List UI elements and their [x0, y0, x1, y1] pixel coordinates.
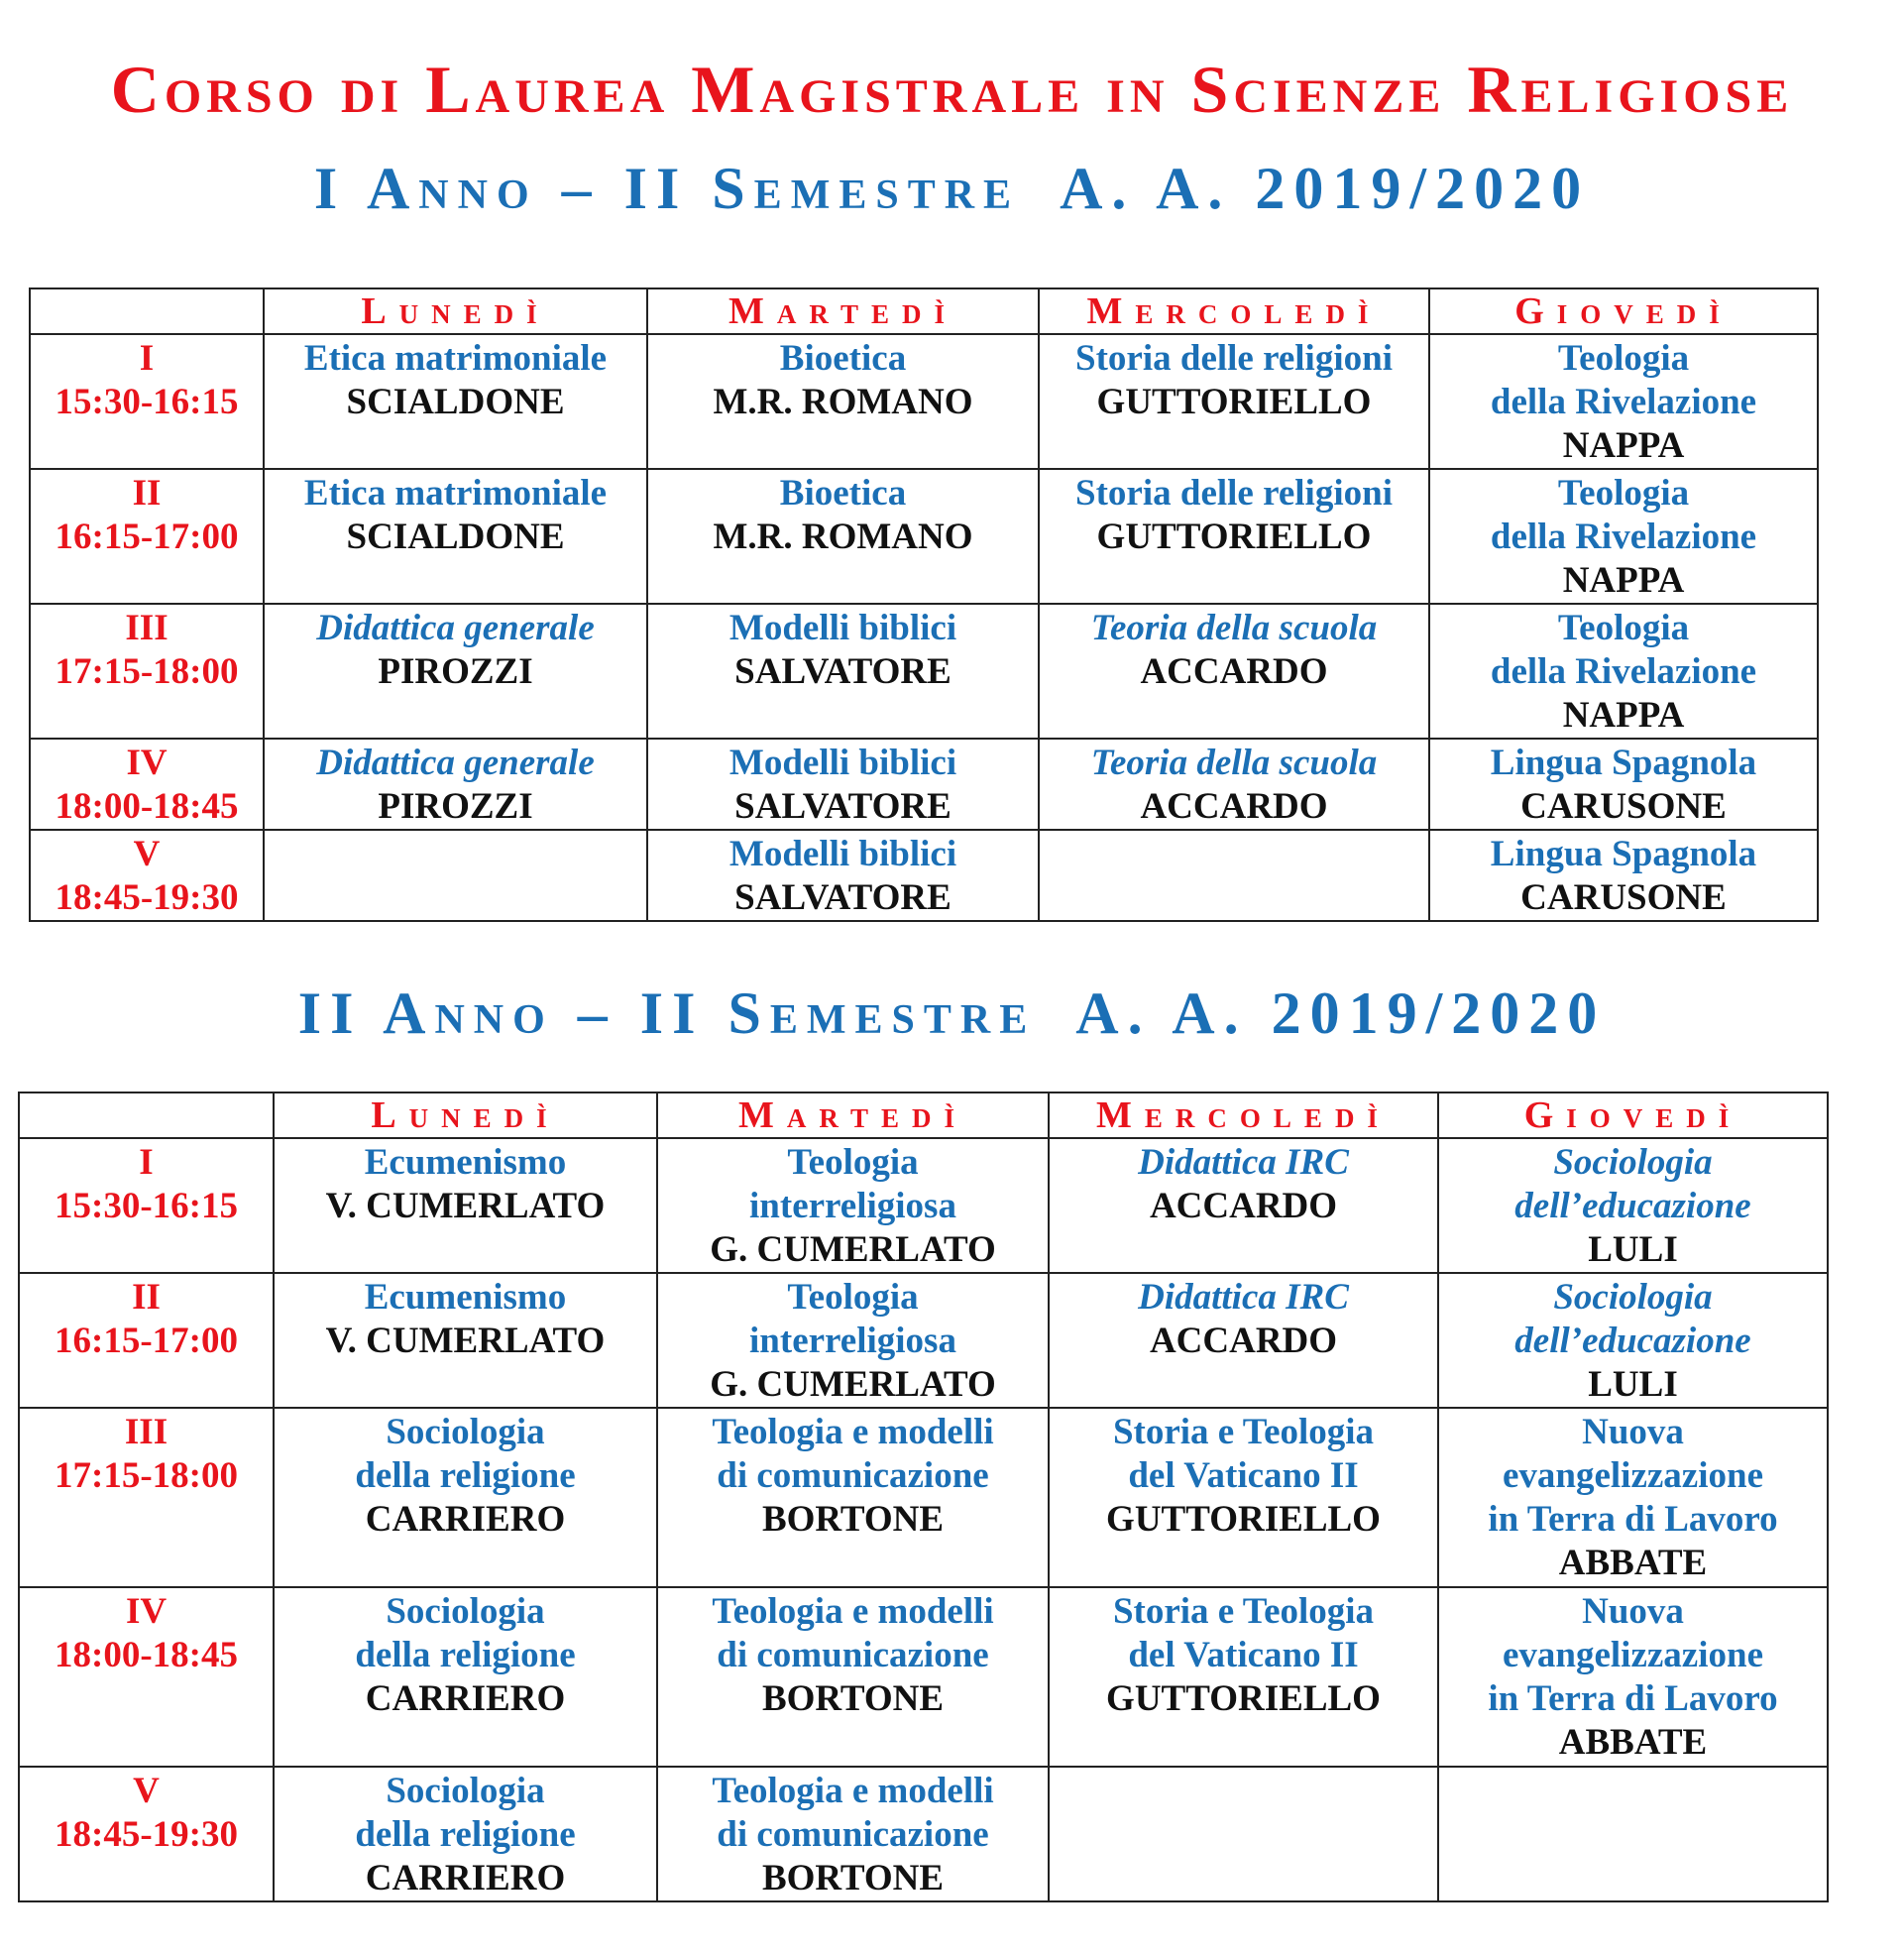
course-name: Sociologia	[386, 1412, 545, 1452]
year1-heading-right: A. A. 2019/2020	[1060, 156, 1591, 221]
table-header-row	[19, 1092, 1828, 1138]
table-row	[19, 1138, 1828, 1273]
professor-name: ACCARDO	[1140, 786, 1328, 827]
professor-name: V. CUMERLATO	[325, 1186, 606, 1226]
schedule-cell	[1049, 1767, 1438, 1901]
course-name: Ecumenismo	[364, 1142, 567, 1183]
table-row	[19, 1408, 1828, 1587]
course-name: Nuova	[1582, 1412, 1684, 1452]
course-name: Didattica IRC	[1138, 1277, 1349, 1318]
schedule-cell	[1429, 604, 1818, 739]
time-slot-cell	[19, 1138, 274, 1273]
year2-heading	[0, 978, 1904, 1049]
course-name: Storia delle religioni	[1075, 338, 1393, 379]
course-name: Teologia	[787, 1142, 919, 1183]
schedule-cell	[1438, 1138, 1828, 1273]
professor-name: LULI	[1588, 1229, 1678, 1270]
professor-name: NAPPA	[1562, 425, 1685, 466]
schedule-cell	[1039, 830, 1429, 921]
schedule-cell	[1438, 1767, 1828, 1901]
year2-heading-left: II Anno – II Semestre	[297, 980, 1037, 1046]
course-name: della religione	[355, 1635, 576, 1675]
professor-name: BORTONE	[761, 1499, 945, 1540]
schedule-cell	[274, 1767, 657, 1901]
course-name: Teologia	[1557, 338, 1690, 379]
schedule-cell	[1049, 1587, 1438, 1767]
course-name: Teologia e modelli	[712, 1412, 994, 1452]
course-name: della Rivelazione	[1490, 517, 1757, 557]
schedule-cell	[657, 1273, 1049, 1408]
professor-name: CARUSONE	[1520, 786, 1727, 827]
course-name: in Terra di Lavoro	[1488, 1678, 1778, 1719]
slot-number: II	[132, 473, 162, 514]
slot-number: V	[133, 1771, 160, 1811]
professor-name: SALVATORE	[734, 786, 952, 827]
schedule-cell	[274, 1138, 657, 1273]
professor-name: SCIALDONE	[346, 517, 565, 557]
course-name: Teologia e modelli	[712, 1591, 994, 1632]
table-row	[30, 739, 1818, 830]
slot-time: 17:15-18:00	[55, 651, 239, 692]
slot-number: IV	[126, 743, 168, 783]
course-name: Bioetica	[779, 338, 907, 379]
course-name: evangelizzazione	[1502, 1455, 1764, 1496]
professor-name: G. CUMERLATO	[710, 1229, 996, 1270]
slot-time: 15:30-16:15	[55, 1186, 238, 1226]
schedule-cell	[264, 739, 647, 830]
year2-heading-right: A. A. 2019/2020	[1075, 980, 1607, 1046]
course-name: Sociologia	[1553, 1142, 1713, 1183]
course-name: interreligiosa	[749, 1186, 956, 1226]
day-header-mercoledi: Mercoledì	[1049, 1092, 1438, 1138]
schedule-cell	[274, 1273, 657, 1408]
professor-name: GUTTORIELLO	[1106, 1499, 1381, 1540]
time-slot-cell	[30, 334, 264, 469]
table-row	[30, 334, 1818, 469]
course-name: della religione	[355, 1455, 576, 1496]
course-name: Teoria della scuola	[1090, 743, 1378, 783]
schedule-cell	[264, 469, 647, 604]
day-header-giovedi: Giovedì	[1429, 288, 1818, 334]
schedule-cell	[264, 604, 647, 739]
professor-name: SALVATORE	[734, 877, 952, 918]
course-name: Storia e Teologia	[1112, 1591, 1375, 1632]
course-name: dell’educazione	[1514, 1321, 1751, 1361]
course-name: Etica matrimoniale	[303, 473, 608, 514]
table-row	[19, 1273, 1828, 1408]
slot-time: 18:45-19:30	[55, 877, 239, 918]
time-slot-cell	[19, 1587, 274, 1767]
schedule-cell	[657, 1408, 1049, 1587]
professor-name: PIROZZI	[378, 786, 533, 827]
time-slot-cell	[30, 604, 264, 739]
schedule-cell	[1049, 1273, 1438, 1408]
time-slot-cell	[30, 830, 264, 921]
schedule-cell	[1429, 469, 1818, 604]
course-name: Modelli biblici	[728, 834, 957, 874]
professor-name: ACCARDO	[1149, 1186, 1338, 1226]
slot-time: 15:30-16:15	[55, 382, 239, 422]
day-header-lunedi: Lunedì	[274, 1092, 657, 1138]
professor-name: BORTONE	[761, 1858, 945, 1898]
course-name: Lingua Spagnola	[1490, 743, 1757, 783]
time-slot-cell	[30, 739, 264, 830]
slot-time: 18:45-19:30	[55, 1814, 238, 1855]
page-title: Corso di Laurea Magistrale in Scienze Religiose	[110, 52, 1794, 127]
course-name: Sociologia	[386, 1591, 545, 1632]
professor-name: CARRIERO	[365, 1858, 566, 1898]
schedule-cell	[1429, 739, 1818, 830]
day-header-giovedi: Giovedì	[1438, 1092, 1828, 1138]
course-name: del Vaticano II	[1128, 1635, 1359, 1675]
schedule-cell	[1039, 739, 1429, 830]
year1-schedule-table	[29, 288, 1819, 922]
course-name: evangelizzazione	[1502, 1635, 1764, 1675]
professor-name: M.R. ROMANO	[713, 517, 973, 557]
professor-name: GUTTORIELLO	[1096, 382, 1372, 422]
table-row	[30, 830, 1818, 921]
year1-heading-left: I Anno – II Semestre	[313, 156, 1021, 221]
course-name: Modelli biblici	[728, 608, 957, 648]
schedule-cell	[647, 739, 1039, 830]
schedule-cell	[647, 830, 1039, 921]
course-name: Teologia	[1557, 473, 1690, 514]
professor-name: ABBATE	[1558, 1722, 1708, 1763]
professor-name: BORTONE	[761, 1678, 945, 1719]
course-name: Nuova	[1582, 1591, 1684, 1632]
slot-number: I	[139, 338, 155, 379]
professor-name: NAPPA	[1562, 560, 1685, 601]
course-name: di comunicazione	[717, 1635, 989, 1675]
day-header-mercoledi: Mercoledì	[1039, 288, 1429, 334]
slot-time: 16:15-17:00	[55, 1321, 238, 1361]
table-row	[30, 469, 1818, 604]
schedule-cell	[1039, 604, 1429, 739]
course-name: Modelli biblici	[728, 743, 957, 783]
time-slot-cell	[19, 1767, 274, 1901]
slot-time: 18:00-18:45	[55, 1635, 238, 1675]
course-name: di comunicazione	[717, 1814, 989, 1855]
course-name: Storia delle religioni	[1075, 473, 1393, 514]
schedule-cell	[647, 604, 1039, 739]
course-name: della Rivelazione	[1490, 382, 1757, 422]
schedule-cell	[264, 334, 647, 469]
professor-name: CARRIERO	[365, 1499, 566, 1540]
year1-heading	[0, 153, 1904, 224]
slot-number: V	[133, 834, 161, 874]
schedule-cell	[1438, 1408, 1828, 1587]
day-header-martedi: Martedì	[657, 1092, 1049, 1138]
schedule-cell	[1039, 469, 1429, 604]
table-header-row	[30, 288, 1818, 334]
slot-number: IV	[125, 1591, 168, 1632]
time-slot-cell	[19, 1408, 274, 1587]
course-name: Teoria della scuola	[1090, 608, 1378, 648]
schedule-cell	[657, 1767, 1049, 1901]
schedule-cell	[1438, 1273, 1828, 1408]
schedule-cell	[1049, 1138, 1438, 1273]
course-name: dell’educazione	[1514, 1186, 1751, 1226]
professor-name: CARUSONE	[1520, 877, 1727, 918]
course-name: Etica matrimoniale	[303, 338, 608, 379]
course-name: interreligiosa	[749, 1321, 956, 1361]
slot-time: 17:15-18:00	[55, 1455, 238, 1496]
schedule-cell	[657, 1587, 1049, 1767]
course-name: Bioetica	[779, 473, 907, 514]
professor-name: ACCARDO	[1140, 651, 1328, 692]
table-corner-cell	[19, 1092, 274, 1138]
schedule-cell	[274, 1408, 657, 1587]
course-name: della religione	[355, 1814, 576, 1855]
course-name: Ecumenismo	[364, 1277, 567, 1318]
course-name: Sociologia	[1553, 1277, 1713, 1318]
professor-name: SCIALDONE	[346, 382, 565, 422]
slot-time: 16:15-17:00	[55, 517, 239, 557]
professor-name: ABBATE	[1558, 1543, 1708, 1583]
professor-name: V. CUMERLATO	[325, 1321, 606, 1361]
professor-name: G. CUMERLATO	[710, 1364, 996, 1405]
course-name: della Rivelazione	[1490, 651, 1757, 692]
schedule-cell	[1429, 334, 1818, 469]
course-name: Storia e Teologia	[1112, 1412, 1375, 1452]
schedule-cell	[1429, 830, 1818, 921]
course-name: Lingua Spagnola	[1490, 834, 1757, 874]
schedule-cell	[274, 1587, 657, 1767]
slot-number: II	[132, 1277, 161, 1318]
course-name: Didattica generale	[316, 608, 595, 648]
professor-name: M.R. ROMANO	[713, 382, 973, 422]
year2-schedule-table	[18, 1092, 1829, 1902]
table-row	[19, 1767, 1828, 1901]
slot-number: I	[139, 1142, 154, 1183]
schedule-cell	[647, 469, 1039, 604]
table-corner-cell	[30, 288, 264, 334]
slot-number: III	[125, 608, 168, 648]
schedule-cell	[1049, 1408, 1438, 1587]
course-name: di comunicazione	[717, 1455, 989, 1496]
slot-time: 18:00-18:45	[55, 786, 239, 827]
professor-name: ACCARDO	[1149, 1321, 1338, 1361]
schedule-cell	[1039, 334, 1429, 469]
day-header-martedi: Martedì	[647, 288, 1039, 334]
course-name: Teologia	[787, 1277, 919, 1318]
schedule-cell	[647, 334, 1039, 469]
professor-name: LULI	[1588, 1364, 1678, 1405]
professor-name: NAPPA	[1562, 695, 1685, 736]
table-row	[19, 1587, 1828, 1767]
course-name: Didattica generale	[316, 743, 595, 783]
time-slot-cell	[19, 1273, 274, 1408]
professor-name: SALVATORE	[734, 651, 952, 692]
course-name: Sociologia	[386, 1771, 545, 1811]
day-header-lunedi: Lunedì	[264, 288, 647, 334]
professor-name: GUTTORIELLO	[1106, 1678, 1381, 1719]
table-row	[30, 604, 1818, 739]
slot-number: III	[124, 1412, 168, 1452]
professor-name: CARRIERO	[365, 1678, 566, 1719]
course-name: Teologia e modelli	[712, 1771, 994, 1811]
schedule-cell	[264, 830, 647, 921]
professor-name: PIROZZI	[378, 651, 533, 692]
course-name: Didattica IRC	[1138, 1142, 1349, 1183]
time-slot-cell	[30, 469, 264, 604]
schedule-cell	[657, 1138, 1049, 1273]
course-name: del Vaticano II	[1128, 1455, 1359, 1496]
professor-name: GUTTORIELLO	[1096, 517, 1372, 557]
course-name: in Terra di Lavoro	[1488, 1499, 1778, 1540]
course-name: Teologia	[1557, 608, 1690, 648]
schedule-cell	[1438, 1587, 1828, 1767]
